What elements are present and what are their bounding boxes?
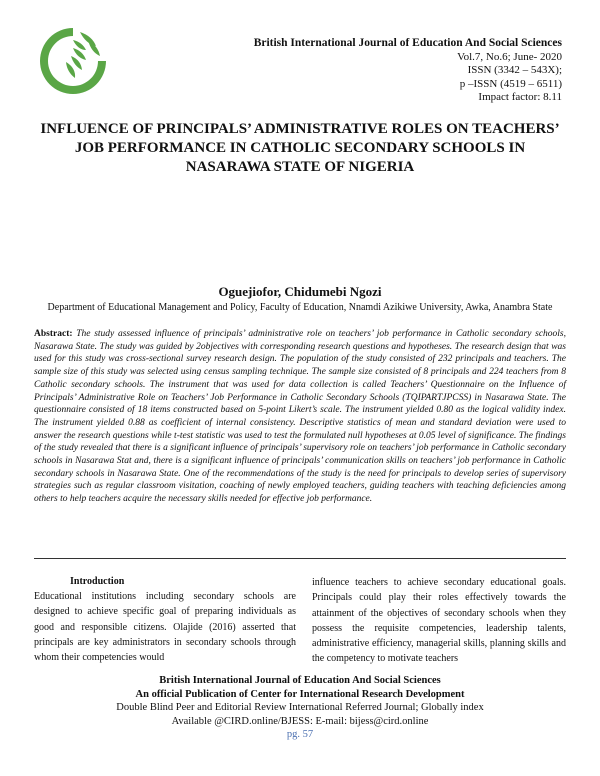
journal-header <box>254 37 562 105</box>
abstract-divider <box>34 558 566 559</box>
issn: ISSN (3342 – 543X); <box>467 64 562 76</box>
paper-title: INFLUENCE OF PRINCIPALS’ ADMINISTRATIVE ROLES ON TEACHERS’ JOB PERFORMANCE IN CATHOLIC SECONDARY SCHOOLS IN NASARAWA STATE OF NIGERIA <box>40 121 560 175</box>
introduction-left-column <box>34 575 296 665</box>
footer-contact: Available @CIRD.online/BJESS: E-mail: bijess@cird.online <box>171 715 429 727</box>
footer-journal-name: British International Journal of Education And Social Sciences <box>159 675 441 686</box>
footer-review-note: Double Blind Peer and Editorial Review International Referred Journal; Globally index <box>116 702 484 713</box>
introduction-right-text: influence teachers to achieve secondary educational goals. Principals could play their roles effectively towards the attainment of the objectives of secondary schools when they possess the requisite competencies, leadership talents, administrative efficiency, managerial skills, planning skills and the competency to motivate teachers <box>312 577 566 665</box>
footer-publisher: An official Publication of Center for International Research Development <box>135 688 465 700</box>
page-footer <box>0 674 600 742</box>
introduction-right-column <box>312 575 566 667</box>
impact-factor: Impact factor: 8.11 <box>478 91 562 103</box>
author-affiliation: Department of Educational Management and Policy, Faculty of Education, Nnamdi Azikiwe University, Awka, Anambra State <box>47 302 553 313</box>
p-issn: p –ISSN (4519 – 6511) <box>459 77 562 90</box>
author-name: Oguejiofor, Chidumebi Ngozi <box>218 284 382 299</box>
abstract-text: The study assessed influence of principals’ administrative role on teachers’ job performance in Catholic secondary schools, Nasarawa State. The study was guided by 2objectives with corresponding research questions and hypotheses. The research design that was used for this study was cross-sectional survey research design. The population of the study consisted of 232 principals and teachers. The sample size of this study was selected using census sampling technique. The sample size consisted of 8 principals and 224 teachers from 8 Catholic secondary schools. The instrument that was used for data collection is called Teachers’ Questionnaire on the Influence of Principals’ Administrative Role on Teachers’ Job Performance in Catholic Secondary Schools (TQIPARTJPCSS) in Nasarawa State. The questionnaire consisted of 18 items constructed based on 5-point Likert’s scale. The instrument yielded 0.80 as the logical validity index. The instrument yielded 0.88 as coefficient of internal consistency. Descriptive statistics of mean and standard deviation were used to answer the research questions while t-test statistic was used to test the formulated null hypotheses at 0.05 level of significance. The findings of the study revealed that there is a significant influence of principals’ supervisory role on teachers’ job performance in Catholic secondary schools in Nasarawa Stat and, there is a significant influence of principals’ communication skills on teachers’ job performance in Catholic secondary schools in Nasarawa State. One of the recommendations of the study is the need for principals to develop series of supervisory strategies such as regular classroom visitation, coaching of newly employed teachers, guiding teachers with teaching deficiencies among others to help teachers acquire the necessary skills needed for effective job performance. <box>34 329 567 505</box>
abstract-label: Abstract: <box>34 329 73 339</box>
introduction-left-text: Educational institutions including secondary schools are designed to achieve specific goal of preparing individuals as good and responsible citizens. Olajide (2016) asserted that principals are key administrators in secondary schools through whom their competencies would <box>34 591 296 664</box>
introduction-heading: Introduction <box>70 576 125 587</box>
abstract <box>34 328 566 506</box>
volume-info: Vol.7, No.6; June- 2020 <box>457 50 562 63</box>
journal-logo-icon <box>36 24 110 98</box>
journal-name: British International Journal of Education And Social Sciences <box>253 37 562 49</box>
page-number: pg. 57 <box>286 729 314 740</box>
